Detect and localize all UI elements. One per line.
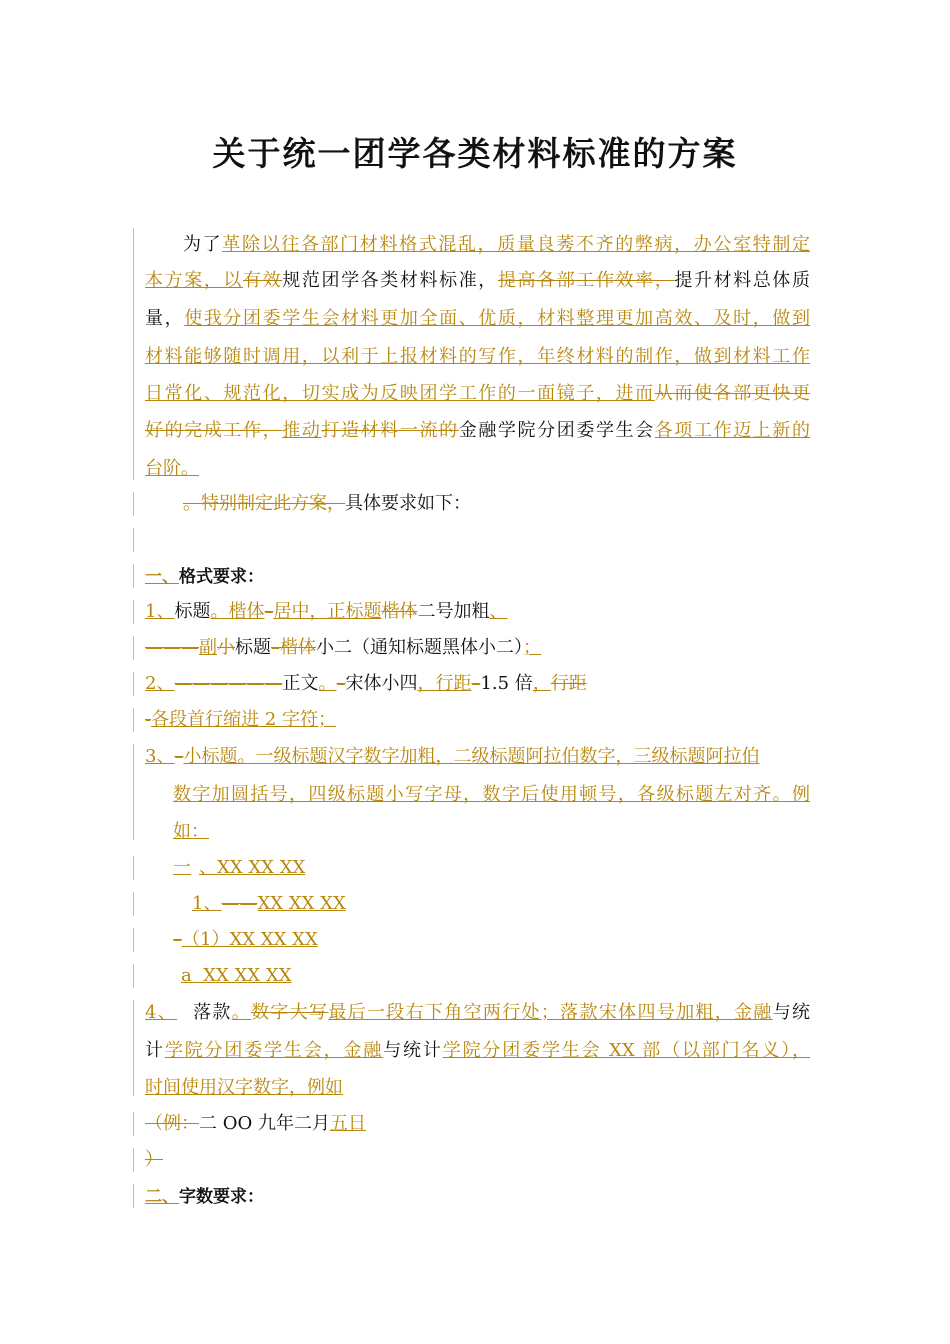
intro-line bbox=[145, 345, 810, 369]
inserted-text: 台阶。 bbox=[145, 458, 199, 479]
inserted-text: ， bbox=[532, 673, 551, 694]
deleted-text: —————— bbox=[174, 673, 283, 694]
rule-text: 宋体小四 bbox=[345, 673, 418, 694]
inserted-text: 最后一段右下角空两行处；落款宋体四号加粗，金融 bbox=[328, 1002, 773, 1023]
inserted-text: 使我分团委学生会材料更加全面、优质，材料整理更加高效、及时，做到 bbox=[184, 308, 810, 329]
deleted-text: 。特别制定此方案， bbox=[183, 493, 345, 514]
inserted-text: 本方案，以 bbox=[145, 270, 244, 291]
change-bar bbox=[133, 672, 134, 696]
deleted-text: 楷体 bbox=[381, 601, 418, 622]
section-heading bbox=[145, 1185, 810, 1209]
rule-text: 标题 bbox=[174, 601, 211, 622]
list-number: 3、 bbox=[145, 746, 175, 767]
deleted-text: 行距 bbox=[550, 673, 587, 694]
deleted-text: 数字大写 bbox=[251, 1002, 329, 1023]
deleted-text: - bbox=[145, 709, 152, 730]
rule-text: 二 OO 九年二月 bbox=[199, 1113, 330, 1134]
inserted-text: 1、 bbox=[192, 893, 222, 914]
deleted-text: —— bbox=[221, 893, 258, 914]
change-bar bbox=[133, 1184, 134, 1208]
rule-line bbox=[173, 820, 810, 844]
inserted-text: 。 bbox=[231, 1002, 252, 1023]
inserted-text: 各段首行缩进 2 字符； bbox=[151, 709, 336, 730]
deleted-text: 从而使各部更快更 bbox=[654, 383, 810, 404]
inserted-text: 学院分团委学生会，金融 bbox=[164, 1040, 384, 1061]
inserted-text: 如： bbox=[173, 821, 209, 842]
inserted-text: 五日 bbox=[329, 1113, 366, 1134]
intro-line bbox=[145, 269, 810, 293]
change-bar bbox=[133, 636, 134, 660]
intro-line bbox=[145, 233, 810, 257]
deleted-text: – bbox=[336, 673, 346, 694]
change-bar bbox=[133, 1112, 134, 1136]
inserted-text: 日常化、规范化，切实成为反映团学工作的一面镜子，进而 bbox=[145, 383, 655, 404]
example-heading-1 bbox=[173, 856, 810, 880]
inserted-text: 学院分团委学生会 XX 部（以部门名义）， bbox=[442, 1040, 810, 1061]
rule-line bbox=[145, 636, 810, 660]
inserted-text: 革除以往各部门材料格式混乱，质量良莠不齐的弊病，办公室特制定 bbox=[222, 234, 810, 255]
change-bar bbox=[133, 856, 134, 880]
intro-line bbox=[145, 419, 810, 443]
rule-text: 小二（通知标题黑体小二） bbox=[316, 637, 523, 658]
deleted-text: ——— bbox=[145, 637, 199, 658]
inserted-text: ，行距 bbox=[417, 673, 472, 694]
inserted-text: 各项工作迈上新的 bbox=[654, 420, 810, 441]
deleted-text: 好的完成工作， bbox=[145, 420, 283, 441]
deleted-text: 提高各部工作效率， bbox=[497, 270, 675, 291]
example-heading-3 bbox=[173, 928, 810, 952]
rule-line bbox=[145, 1001, 810, 1025]
intro-text: 具体要求如下： bbox=[345, 493, 471, 514]
inserted-text: 、XX XX XX bbox=[199, 857, 306, 878]
example-heading-4 bbox=[181, 964, 810, 988]
inserted-text: 材料能够随时调用，以利于上报材料的写作，年终材料的制作，做到材料工作 bbox=[145, 346, 810, 367]
rule-text: 与统 bbox=[772, 1002, 810, 1023]
rule-line bbox=[145, 708, 810, 732]
change-bar bbox=[133, 600, 134, 624]
intro-text: 金融学院分团委学生会 bbox=[458, 420, 655, 441]
inserted-text: 推动 bbox=[282, 420, 322, 441]
inserted-text: 、 bbox=[489, 601, 508, 622]
rule-line bbox=[145, 745, 810, 769]
rule-line bbox=[145, 1076, 810, 1100]
inserted-text: 时间使用汉字数字，例如 bbox=[145, 1077, 343, 1098]
deleted-text: 小 bbox=[217, 637, 235, 658]
rule-text: 与统计 bbox=[383, 1040, 443, 1061]
intro-line bbox=[145, 457, 810, 481]
inserted-text: （1）XX XX XX bbox=[182, 929, 318, 950]
deleted-text: – bbox=[173, 929, 182, 950]
deleted-text: –楷体 bbox=[271, 637, 316, 658]
intro-text: 量， bbox=[145, 308, 185, 329]
rule-line bbox=[145, 672, 810, 696]
rule-text: 标题 bbox=[235, 637, 271, 658]
inserted-text: 数字加圆括号，四级标题小写字母，数字后使用顿号，各级标题左对齐。例 bbox=[173, 784, 810, 805]
inserted-text: ； bbox=[523, 637, 541, 658]
change-bar bbox=[133, 564, 134, 588]
section-title: 格式要求： bbox=[179, 567, 264, 587]
deleted-text: （例： bbox=[145, 1113, 199, 1134]
inserted-text: 副 bbox=[199, 637, 217, 658]
intro-text: 为了 bbox=[183, 234, 223, 255]
change-bar bbox=[133, 744, 134, 840]
change-bar bbox=[133, 964, 134, 988]
rule-text: 二号加粗 bbox=[417, 601, 490, 622]
change-bar bbox=[133, 892, 134, 916]
deleted-text: 有效 bbox=[243, 270, 283, 291]
list-number: 2、 bbox=[145, 673, 175, 694]
inserted-text: 。 bbox=[318, 673, 337, 694]
intro-line bbox=[145, 382, 810, 406]
intro-line bbox=[145, 492, 848, 516]
deleted-text: – bbox=[471, 673, 481, 694]
rule-line bbox=[145, 600, 810, 624]
section-heading bbox=[145, 565, 810, 589]
section-title: 字数要求： bbox=[179, 1187, 264, 1207]
section-number: 一、 bbox=[145, 567, 179, 587]
list-number: 4、 bbox=[145, 1002, 178, 1023]
inserted-text: 一 bbox=[173, 857, 191, 878]
deleted-text: 打造材料一流的 bbox=[321, 420, 459, 441]
deleted-text: – bbox=[264, 601, 274, 622]
list-number: 1、 bbox=[145, 601, 175, 622]
change-bar bbox=[133, 228, 134, 480]
page-title: 关于统一团学各类材料标准的方案 bbox=[212, 134, 738, 173]
rule-line bbox=[145, 1112, 810, 1136]
rule-line bbox=[145, 1148, 810, 1172]
section-number: 二、 bbox=[145, 1187, 179, 1207]
change-bar bbox=[133, 492, 134, 516]
inserted-text: 。楷体 bbox=[210, 601, 265, 622]
deleted-text: ） bbox=[145, 1149, 163, 1170]
change-bar bbox=[133, 708, 134, 732]
deleted-text: – bbox=[174, 746, 184, 767]
rule-text: 正文 bbox=[282, 673, 319, 694]
inserted-text: 居中，正标题 bbox=[273, 601, 382, 622]
intro-line bbox=[145, 307, 810, 331]
rule-line bbox=[145, 1039, 810, 1063]
inserted-text: 小标题。一级标题汉字数字加粗，二级标题阿拉伯数字，三级标题阿拉伯 bbox=[183, 746, 760, 767]
inserted-text: a XX XX XX bbox=[181, 965, 292, 986]
change-bar bbox=[133, 528, 134, 552]
rule-line bbox=[173, 783, 810, 807]
change-bar bbox=[133, 1000, 134, 1096]
intro-text: 提升材料总体质 bbox=[674, 270, 810, 291]
inserted-text: XX XX XX bbox=[257, 893, 346, 914]
change-bar bbox=[133, 1148, 134, 1172]
rule-text: 1.5 倍 bbox=[480, 673, 533, 694]
change-bar bbox=[133, 928, 134, 952]
intro-text: 规范团学各类材料标准， bbox=[282, 270, 498, 291]
rule-text: 落款 bbox=[193, 1002, 232, 1023]
rule-text: 计 bbox=[145, 1040, 165, 1061]
example-heading-2 bbox=[192, 892, 810, 916]
